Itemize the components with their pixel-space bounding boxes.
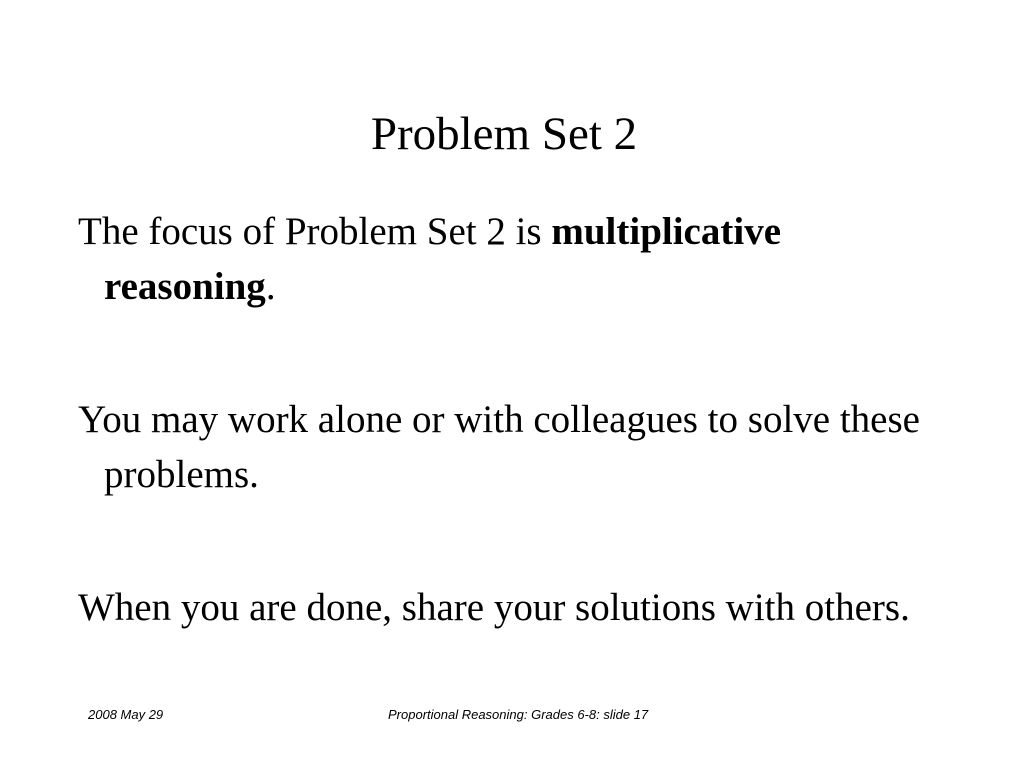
paragraph-focus: [78, 204, 958, 314]
emphasis-multiplicative-reasoning: multiplicative reasoning: [104, 210, 781, 308]
paragraph-work-alone: You may work alone or with colleagues to solve these problems.: [78, 398, 920, 496]
slide-body: [78, 204, 958, 635]
footer-caption: Proportional Reasoning: Grades 6-8: slide 17: [388, 707, 649, 722]
slide-title: Problem Set 2: [370, 108, 638, 160]
paragraph-share-solutions: When you are done, share your solutions with others.: [78, 586, 910, 629]
footer-date: 2008 May 29: [88, 707, 164, 722]
paragraph-focus-period: .: [265, 265, 276, 308]
paragraph-focus-lead: The focus of Problem Set 2 is: [78, 210, 552, 253]
